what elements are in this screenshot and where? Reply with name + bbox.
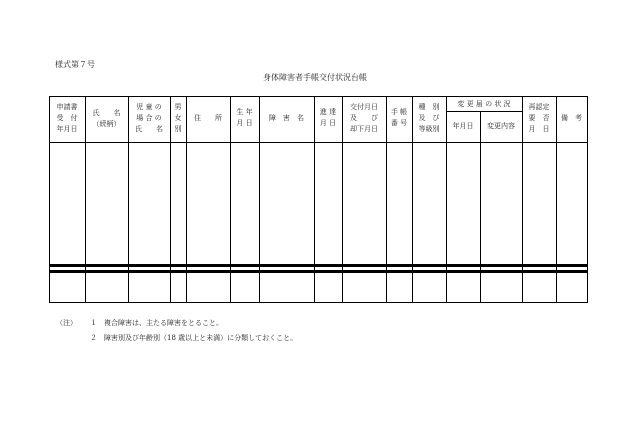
change-subheader-rule [446, 111, 522, 112]
header-birth-date: 生 年 月 日 [236, 108, 253, 127]
col-line [480, 111, 481, 303]
ledger-table [49, 96, 588, 303]
header-reassessment: 再認定 要 否 月 日 [528, 103, 550, 133]
header-change-content: 変更内容 [487, 122, 515, 130]
header-sex: 男 女 別 [174, 103, 182, 133]
header-disability-name: 障 害 名 [269, 114, 304, 122]
total-separator-line-2 [49, 270, 588, 273]
table-top-border [49, 96, 588, 97]
header-type-grade: 種 別 及 び 等級別 [418, 103, 440, 133]
col-line [259, 96, 260, 303]
header-application-date: 申請書 受 付 年月日 [56, 103, 78, 133]
note-text: 複合障害は、主たる障害をとること。 [104, 319, 223, 327]
col-line [587, 96, 588, 303]
table-bottom-border [49, 302, 588, 303]
ledger-title: 身体障害者手帳交付状況台帳 [263, 73, 367, 82]
total-separator-line-1 [49, 264, 588, 267]
header-book-number: 手 帳 番 号 [390, 108, 408, 127]
note-number: ２ [90, 334, 97, 342]
header-address: 住 所 [194, 114, 222, 122]
header-bottom-rule [49, 142, 588, 143]
header-transfer-date: 進 達 月 日 [319, 108, 337, 127]
note-text: 障害別及び年齢別（18 歳以上と未満）に分類しておくこと。 [104, 334, 298, 342]
col-line [186, 96, 187, 303]
header-change-status: 変 更 届 の 状 況 [457, 100, 511, 108]
col-line [556, 96, 557, 303]
header-guardian-name: 児 童 の 場 合 の 氏 名 [135, 103, 163, 133]
header-name: 氏 名 （続柄） [92, 109, 121, 128]
header-change-date: 年月日 [452, 122, 474, 130]
notes-label: （注） [56, 319, 77, 327]
header-remarks: 備 考 [561, 114, 582, 122]
form-number: 様式第７号 [55, 60, 95, 69]
note-number: １ [90, 319, 97, 327]
header-issue-date: 交付月日 及 び 却下月日 [350, 103, 378, 133]
